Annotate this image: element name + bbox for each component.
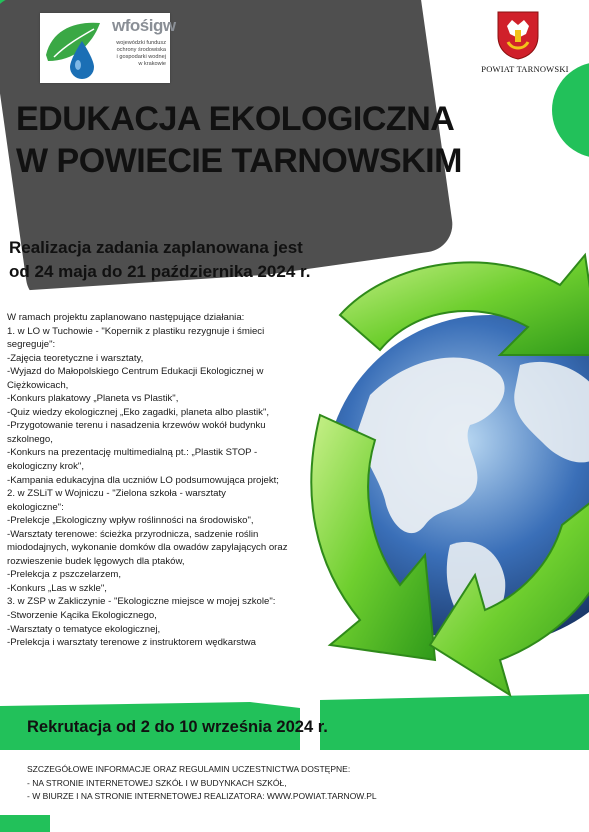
- activity-line: -Prelekcja z pszczelarzem,: [7, 569, 122, 581]
- activity-line: -Kampania edukacyjna dla uczniów LO podsumowująca projekt;: [7, 474, 279, 486]
- activity-line: rozwieszenie budek lęgowych dla ptaków,: [7, 555, 185, 567]
- activity-line: ekologiczne":: [7, 501, 64, 513]
- info-line: SZCZEGÓŁOWE INFORMACJE ORAZ REGULAMIN UCZESTNICTWA DOSTĘPNE:: [27, 764, 351, 774]
- activity-line: -Prelekcje „Ekologiczny wpływ roślinności na środowisko",: [7, 515, 254, 527]
- coat-of-arms-icon: [496, 10, 540, 60]
- green-corner-bottom-left: [0, 815, 50, 832]
- period-line-1: Realizacja zadania zaplanowana jest: [9, 238, 303, 257]
- activity-line: -Konkurs plakatowy „Planeta vs Plastik",: [7, 393, 179, 405]
- period-line-2: od 24 maja do 21 października 2024 r.: [9, 262, 311, 281]
- activity-line: 2. w ZSLiT w Wojniczu - "Zielona szkoła - warsztaty: [7, 488, 226, 500]
- activity-line: 1. w LO w Tuchowie - "Kopernik z plastiku rezygnuje i śmieci: [7, 325, 265, 337]
- green-circle-right: [552, 62, 589, 158]
- activity-line: ekologiczny krok",: [7, 461, 84, 473]
- activities-list: [7, 311, 337, 650]
- activity-line: szkolnego,: [7, 433, 53, 445]
- wfosigw-line: wojewódzki fundusz: [116, 40, 166, 46]
- recruitment-dates: Rekrutacja od 2 do 10 września 2024 r.: [27, 718, 328, 736]
- activity-line: -Wyjazd do Małopolskiego Centrum Edukacji Ekologicznej w: [7, 366, 264, 378]
- activity-line: -Zajęcia teoretyczne i warsztaty,: [7, 352, 144, 364]
- activity-line: -Quiz wiedzy ekologicznej „Eko zagadki, planeta albo plastik",: [7, 406, 270, 418]
- info-line: - W BIURZE I NA STRONIE INTERNETOWEJ REALIZATORA: WWW.POWIAT.TARNOW.PL: [27, 791, 377, 801]
- wfosigw-logo: [40, 13, 176, 83]
- title-line-1: EDUKACJA EKOLOGICZNA: [16, 100, 455, 138]
- project-period: [9, 236, 310, 284]
- activity-line: segreguje":: [7, 339, 56, 351]
- info-block: [27, 763, 377, 804]
- info-line: - NA STRONIE INTERNETOWEJ SZKÓŁ I W BUDYNKACH SZKÓŁ,: [27, 777, 287, 788]
- wfosigw-wordmark: wfośigw: [112, 16, 176, 35]
- activity-line: Ciężkowicach,: [7, 379, 69, 391]
- activity-line: -Prelekcja i warsztaty terenowe z instruktorem wędkarstwa: [7, 637, 256, 649]
- wfosigw-line: w krakowie: [138, 61, 166, 67]
- activity-line: -Warsztaty terenowe: ścieżka przyrodnicza, sadzenie roślin: [7, 528, 259, 540]
- activity-line: -Konkurs na prezentację multimedialną pt.: „Plastik STOP -: [7, 447, 258, 459]
- page-title: [16, 98, 462, 182]
- activity-line: miododajnych, wykonanie domków dla owadów zapylających oraz: [7, 542, 288, 554]
- wfosigw-line: i gospodarki wodnej: [116, 54, 166, 60]
- powiat-name: POWIAT TARNOWSKI: [481, 64, 569, 74]
- title-line-2: W POWIECIE TARNOWSKIM: [16, 142, 462, 180]
- wfosigw-line: ochrony środowiska: [116, 47, 166, 53]
- activity-line: 3. w ZSP w Zakliczynie - "Ekologiczne miejsce w mojej szkole":: [7, 596, 276, 608]
- activity-line: -Przygotowanie terenu i nasadzenia krzewów wokół budynku: [7, 420, 266, 432]
- activity-line: W ramach projektu zaplanowano następujące działania:: [7, 312, 245, 323]
- wfosigw-full-name: [106, 40, 166, 68]
- activity-line: -Warsztaty o tematyce ekologicznej,: [7, 623, 161, 635]
- recycling-globe-icon: [300, 245, 589, 725]
- activity-line: -Stworzenie Kącika Ekologicznego,: [7, 610, 157, 622]
- water-drop-leaf-icon: [42, 15, 106, 81]
- activity-line: -Konkurs „Las w szkle",: [7, 582, 107, 594]
